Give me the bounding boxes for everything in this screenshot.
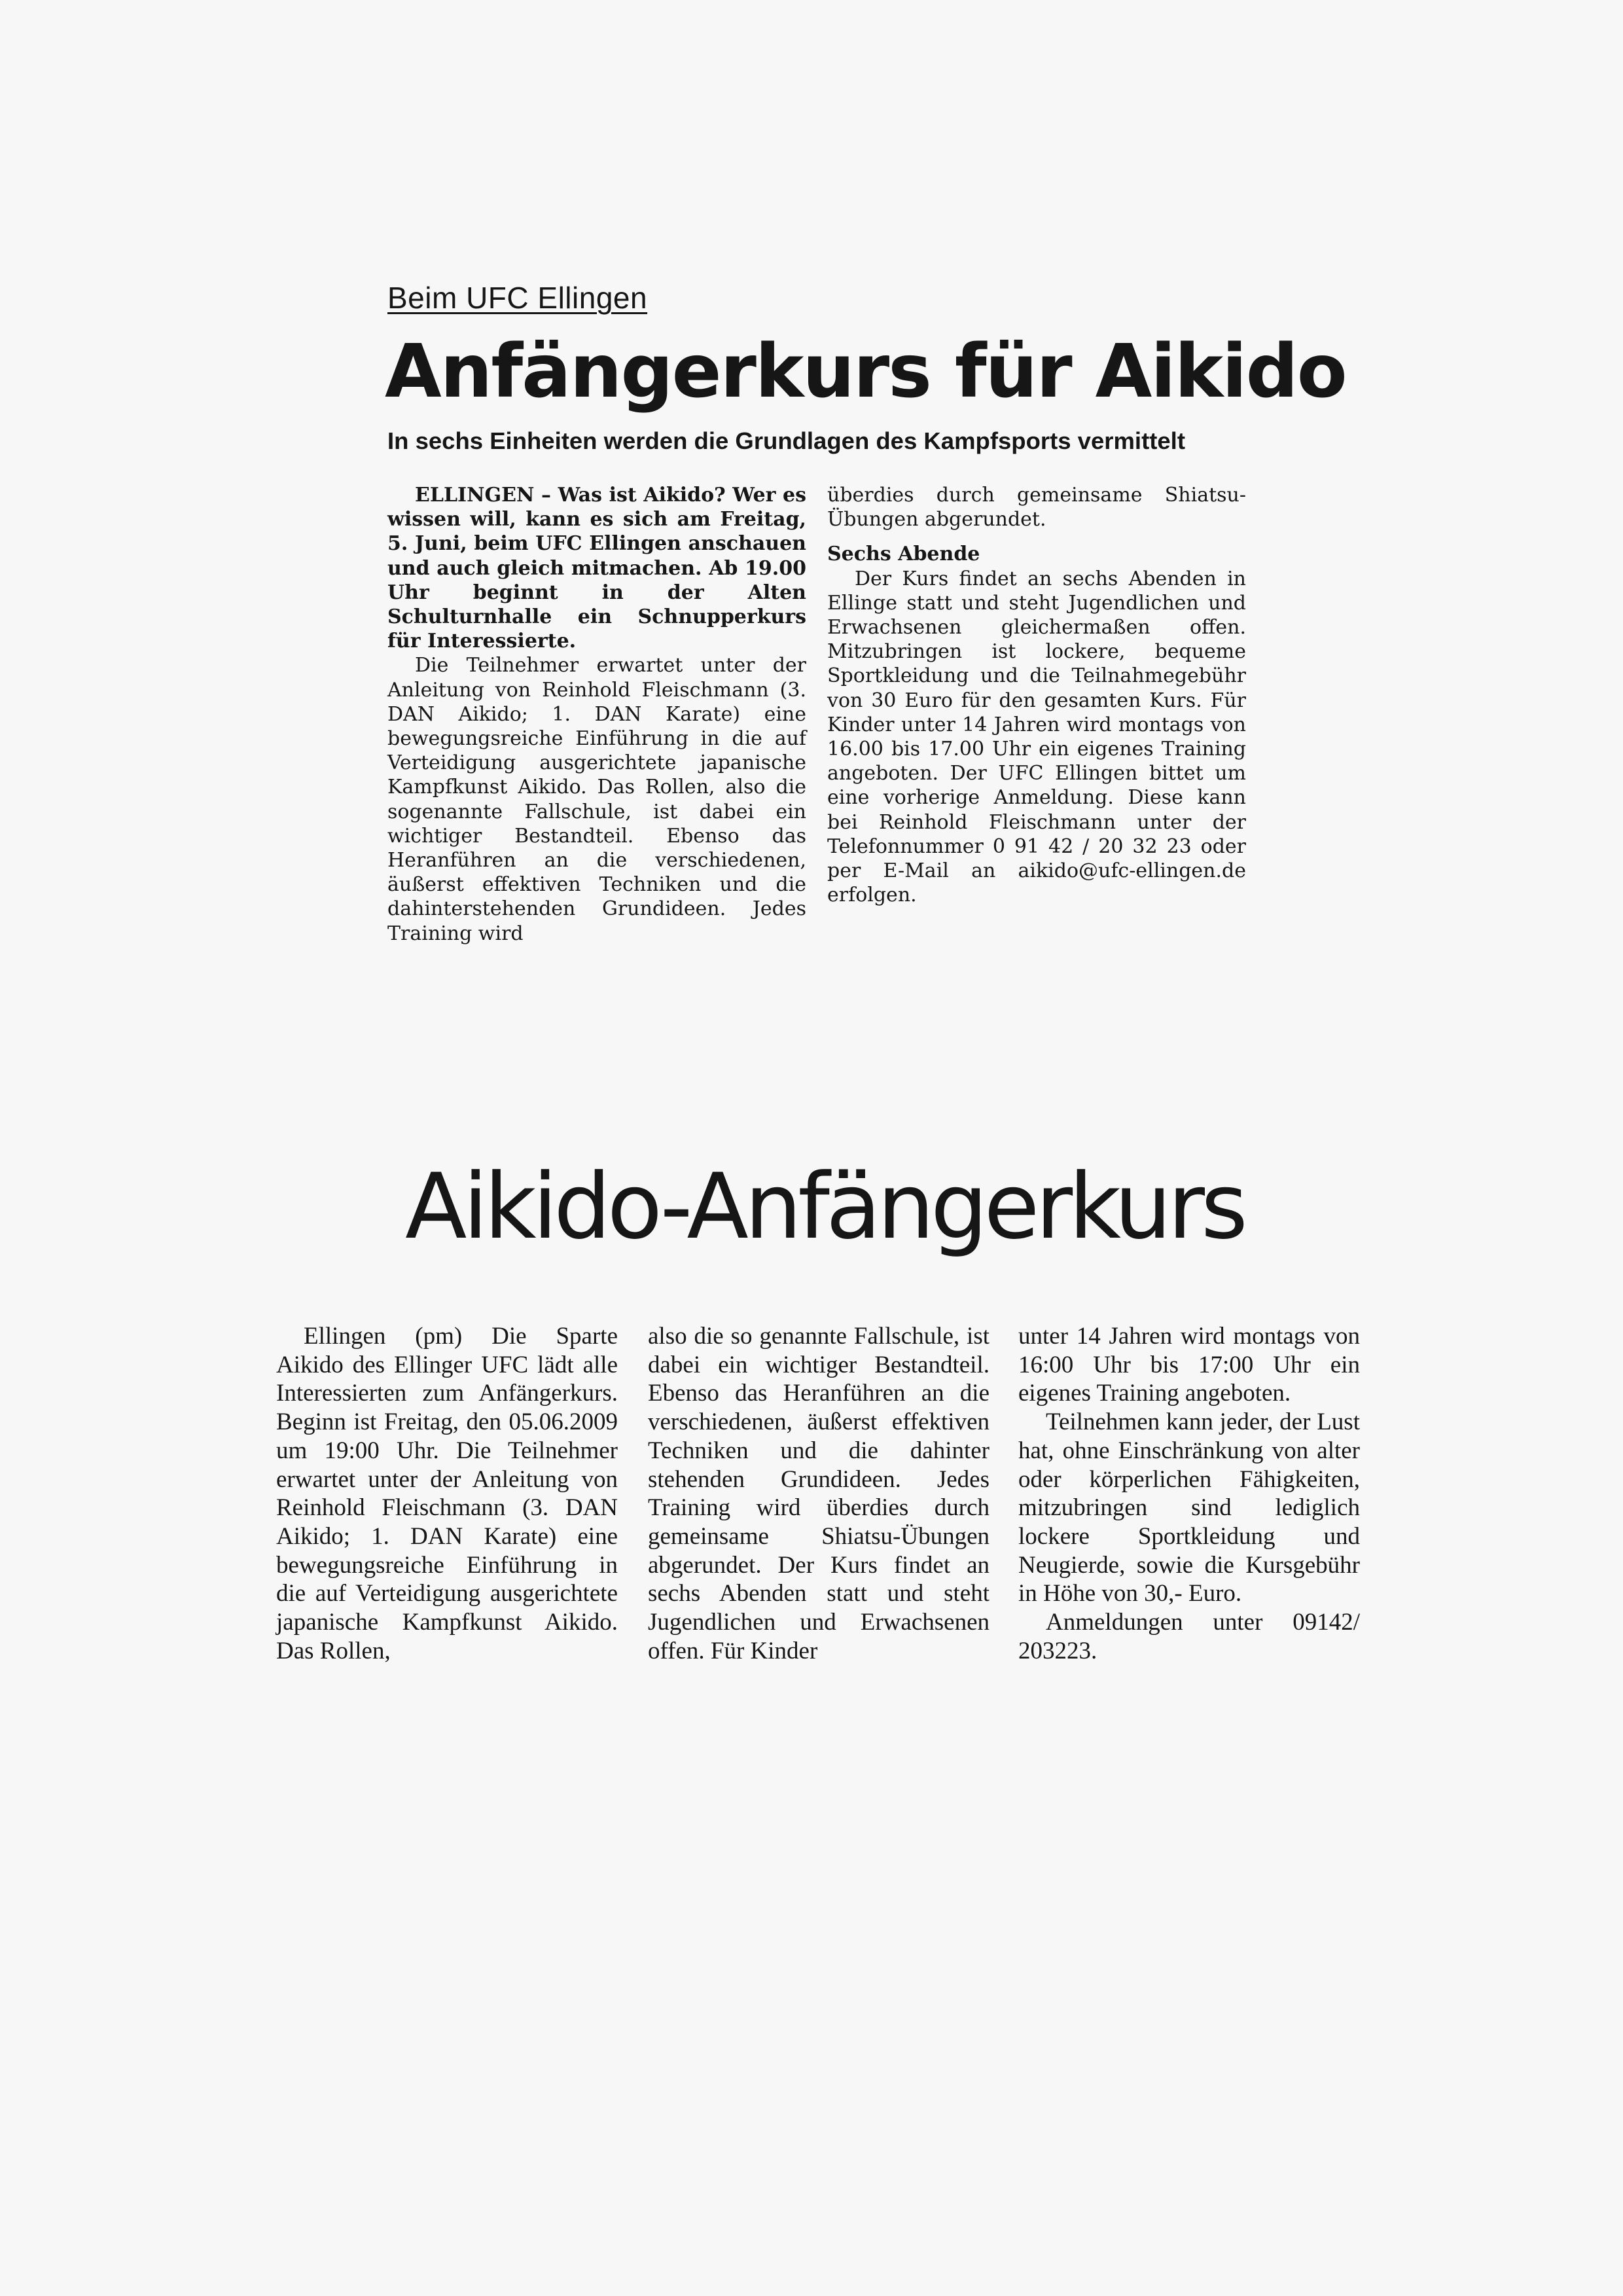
article-2-paragraph: Teilnehmen kann jeder, der Lust hat, ohne Einschränkung von alter oder körperlichen Fähigkeiten, mitzubringen sind lediglich lockere Sportkleidung und Neugierde, sowie die Kursgebühr in Höhe von 30,- Euro. [1018,1408,1360,1607]
article-1-lead [387,483,806,653]
article-1-body-paragraph: Die Teilnehmer erwartet unter der Anleitung von Reinhold Fleischmann (3. DAN Aikido; 1. DAN Karate) eine bewegungsreiche Einführung in die auf Verteidigung ausgerichtete japanische Kampfkunst Aikido. Das Rollen, also die sogenannte Fallschule, ist dabei ein wichtiger Bestandteil. Ebenso das Heranführen an die verschiedenen, äußerst effektiven Techniken und die dahinterstehenden Grundideen. Jedes Training wird [387,654,806,945]
article-2-paragraph: Ellingen (pm) Die Sparte Aikido des Ellinger UFC lädt alle Interessierten zum Anfängerkurs. Beginn ist Freitag, den 05.06.2009 um 19:00 Uhr. Die Teilnehmer erwartet unter der Anleitung von Reinhold Fleischmann (3. DAN Aikido; 1. DAN Karate) eine bewegungsreiche Einführung in die auf Verteidigung ausgerichtete japanische Kampfkunst Aikido. Das Rollen, [276,1323,618,1664]
article-1-column-left [387,483,806,946]
article-2-column-1 [276,1322,618,1665]
article-2-column-3 [1018,1322,1360,1665]
article-1-subheadline: In sechs Einheiten werden die Grundlagen des Kampfsports vermittelt [387,427,1185,454]
article-1-kicker: Beim UFC Ellingen [387,281,648,315]
article-2-headline: Aikido-Anfängerkurs [405,1154,1244,1259]
article-1-column-right [827,483,1246,907]
article-2-paragraph: Anmeldungen unter 09142/ 203223. [1018,1609,1360,1664]
article-1-headline: Anfängerkurs für Aikido [385,329,1346,414]
article-1 [385,280,1346,956]
article-2-column-2 [648,1322,990,1665]
article-2 [275,1155,1374,1679]
article-1-lead-text: ELLINGEN – Was ist Aikido? Wer es wissen will, kann es sich am Freitag, 5. Juni, beim UFC Ellingen anschauen und auch gleich mitmachen. Ab 19.00 Uhr beginnt in der Alten Schulturnhalle ein Schnupperkurs für Interessierte. [387,484,806,653]
article-1-section-heading: Sechs Abende [827,543,980,566]
article-2-paragraph: unter 14 Jahren wird montags von 16:00 Uhr bis 17:00 Uhr ein eigenes Training angeboten. [1018,1323,1360,1407]
article-1-body-continuation: überdies durch gemeinsame Shiatsu-Übungen abgerundet. [827,484,1246,531]
article-2-paragraph: also die so genannte Fallschule, ist dabei ein wichtiger Bestandteil. Ebenso das Heranführen an die verschiedenen, äußerst effektiven Techniken und die dahinter stehenden Grundideen. Jedes Training wird überdies durch gemeinsame Shiatsu-Übungen abgerundet. Der Kurs findet an sechs Abenden statt und steht Jugendlichen und Erwachsenen offen. Für Kinder [648,1323,990,1664]
article-1-body-paragraph-2: Der Kurs findet an sechs Abenden in Ellinge statt und steht Jugendlichen und Erwachsenen gleichermaßen offen. Mitzubringen ist lockere, bequeme Sportkleidung und die Teilnahmegebühr von 30 Euro für den gesamten Kurs. Für Kinder unter 14 Jahren wird montags von 16.00 bis 17.00 Uhr ein eigenes Training angeboten. Der UFC Ellingen bittet um eine vorherige Anmeldung. Diese kann bei Reinhold Fleischmann unter der Telefonnummer 0 91 42 / 20 32 23 oder per E-Mail an aikido@ufc-ellingen.de erfolgen. [827,567,1246,907]
